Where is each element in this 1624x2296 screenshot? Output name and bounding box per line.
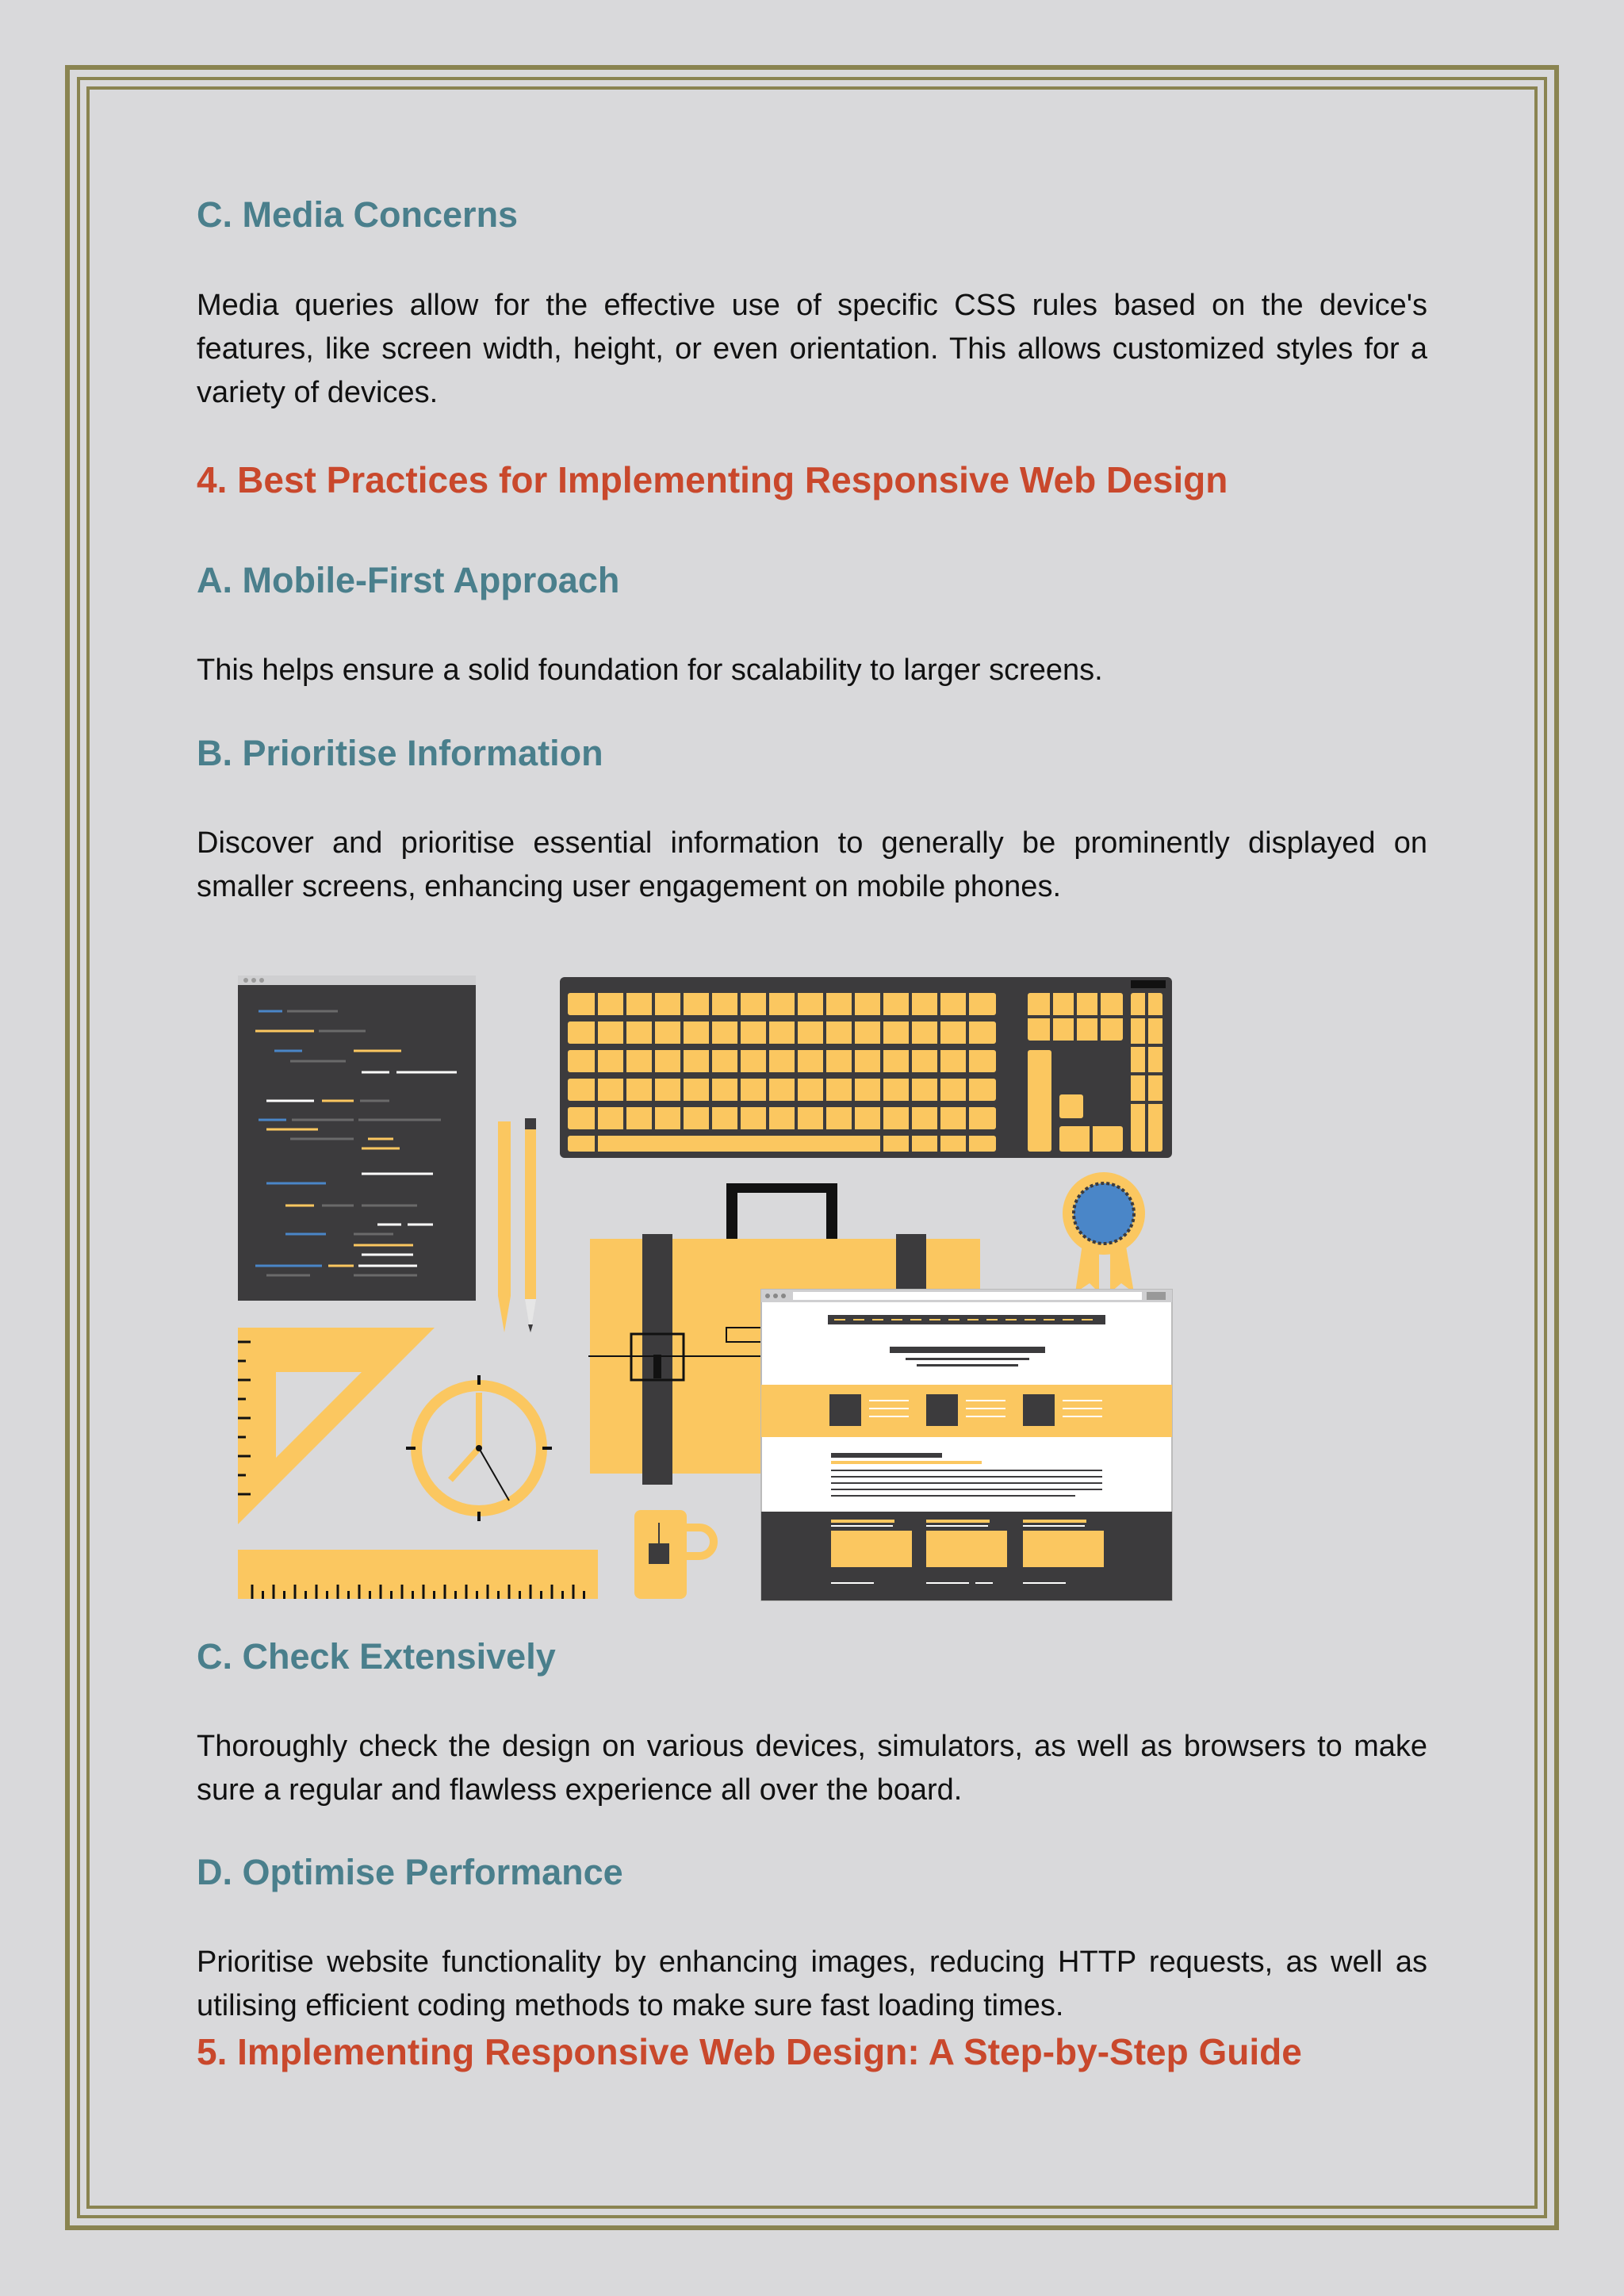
heading-optimise-performance: D. Optimise Performance [197, 1852, 623, 1892]
paragraph-mobile-first: This helps ensure a solid foundation for scalability to larger screens. [197, 654, 1103, 687]
heading-prioritise-information: B. Prioritise Information [197, 733, 603, 773]
paragraph-prioritise-information: Discover and prioritise essential information to generally be prominently displayed on smaller screens, enhancing user engagement on mobile phones. [197, 826, 1427, 903]
website-mockup-illustration [761, 1290, 1172, 1600]
mug-illustration [634, 1510, 714, 1599]
heading-media-concerns: C. Media Concerns [197, 194, 519, 235]
pencils-illustration [498, 1118, 536, 1332]
code-editor-illustration [238, 976, 476, 1301]
paragraph-optimise-performance: Prioritise website functionality by enhancing images, reducing HTTP requests, as well as utilising efficient coding methods to make sure fast loading times. [197, 1945, 1427, 2022]
responsive-design-illustration [235, 976, 1174, 1602]
set-square-illustration [238, 1328, 435, 1524]
paragraph-check-extensively: Thoroughly check the design on various devices, simulators, as well as browsers to make sure a regular and flawless experience all over the board. [197, 1730, 1427, 1807]
clock-illustration [406, 1375, 552, 1521]
heading-best-practices: 4. Best Practices for Implementing Responsive Web Design [197, 459, 1228, 500]
heading-mobile-first: A. Mobile-First Approach [197, 560, 620, 600]
paragraph-media-concerns: Media queries allow for the effective use of specific CSS rules based on the device's features, like screen width, height, or even orientation. This allows customized styles for a variety of devices. [197, 289, 1427, 409]
keyboard-illustration [560, 977, 1172, 1158]
ruler-illustration [238, 1550, 598, 1599]
heading-check-extensively: C. Check Extensively [197, 1636, 556, 1677]
heading-step-by-step: 5. Implementing Responsive Web Design: A Step-by-Step Guide [197, 2031, 1302, 2072]
award-ribbon-illustration [1063, 1172, 1145, 1293]
